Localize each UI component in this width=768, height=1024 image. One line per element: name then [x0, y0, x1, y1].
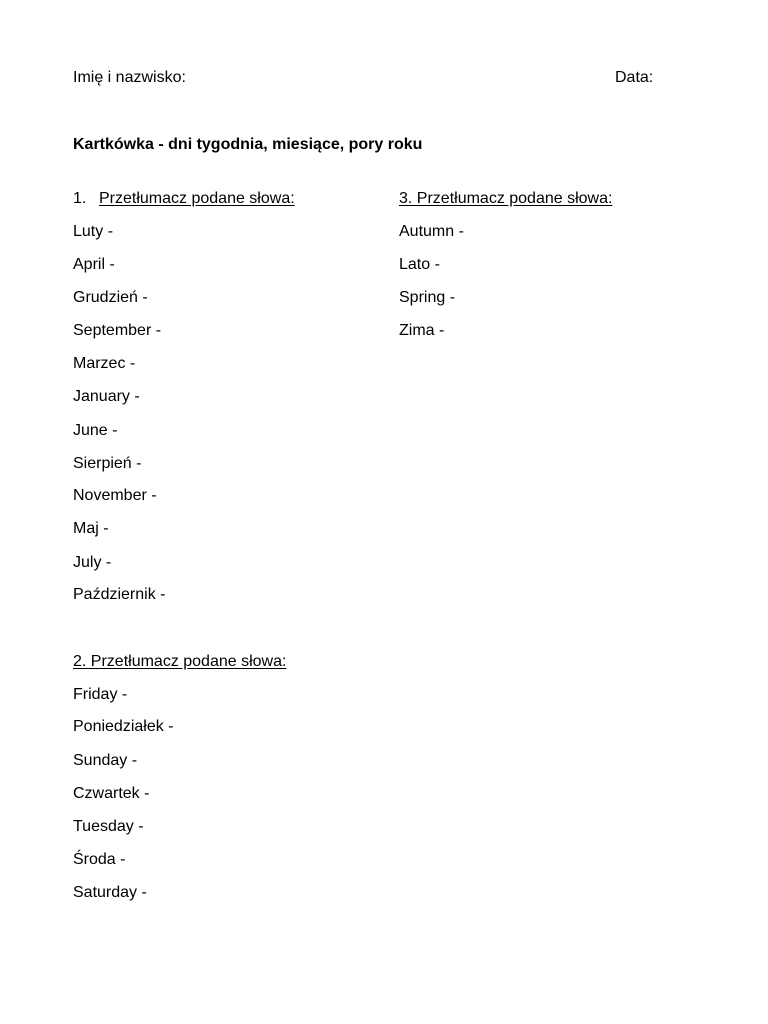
- section2-item: Saturday -: [73, 884, 147, 901]
- section3-item: Spring -: [399, 289, 456, 306]
- section1-item: November -: [73, 487, 157, 504]
- section2-item: Tuesday -: [73, 818, 144, 835]
- section2-heading: 2. Przetłumacz podane słowa:: [73, 653, 287, 670]
- section1-item: September -: [73, 322, 162, 339]
- date-label: Data:: [615, 69, 654, 86]
- section1-item: June -: [73, 422, 118, 439]
- section1-item: Marzec -: [73, 355, 136, 372]
- section1-number: 1.: [73, 190, 87, 207]
- section1-item: April -: [73, 256, 115, 273]
- section3-item: Zima -: [399, 322, 445, 339]
- section1-item: Sierpień -: [73, 455, 142, 472]
- section1-item: Luty -: [73, 223, 114, 240]
- section2-item: Sunday -: [73, 752, 138, 769]
- section3-item: Lato -: [399, 256, 440, 273]
- section1-item: January -: [73, 388, 140, 405]
- section2-item: Friday -: [73, 686, 128, 703]
- section1-item: Maj -: [73, 520, 109, 537]
- section2-item: Poniedziałek -: [73, 718, 174, 735]
- worksheet-title: Kartkówka - dni tygodnia, miesiące, pory roku: [73, 136, 423, 153]
- section1-heading-text: Przetłumacz podane słowa:: [99, 190, 295, 207]
- section3-heading: 3. Przetłumacz podane słowa:: [399, 190, 613, 207]
- section2-item: Środa -: [73, 851, 126, 868]
- name-label: Imię i nazwisko:: [73, 69, 186, 86]
- section1-item: Październik -: [73, 586, 166, 603]
- section3-item: Autumn -: [399, 223, 464, 240]
- section1-heading: [73, 189, 295, 209]
- section2-item: Czwartek -: [73, 785, 150, 802]
- section1-item: July -: [73, 554, 112, 571]
- section1-item: Grudzień -: [73, 289, 148, 306]
